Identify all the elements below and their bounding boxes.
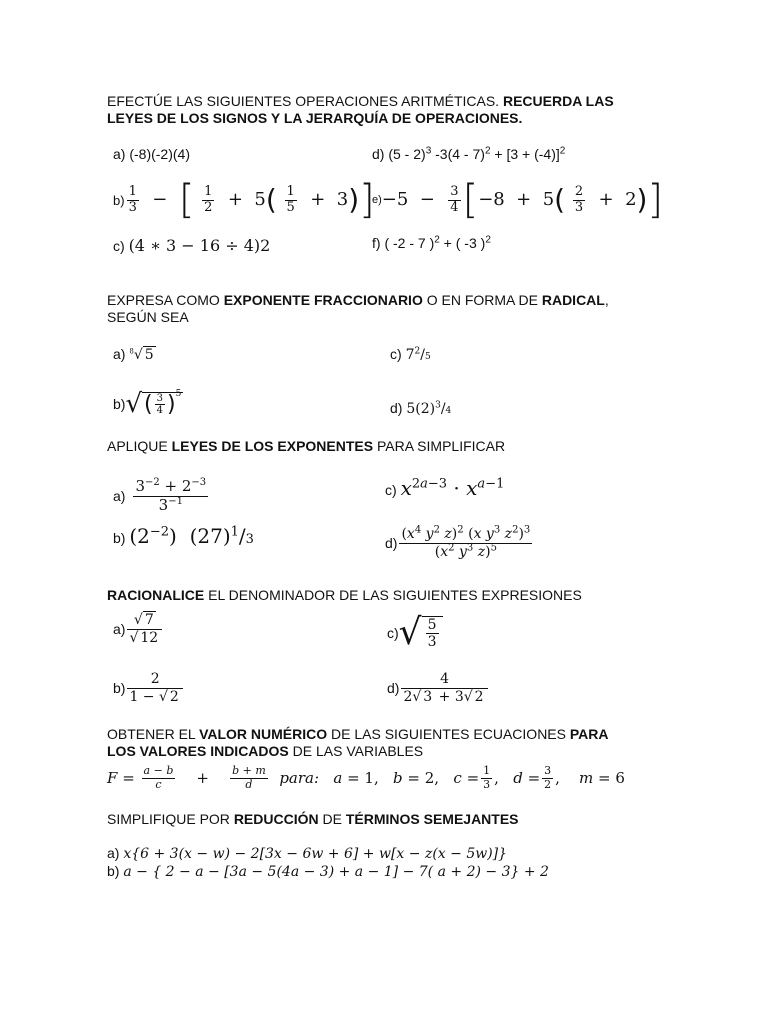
exercise-6a-label: a) — [107, 845, 120, 861]
exercise-1f-expr: ( -2 - 7 )$^2$ + ( -3 )$^2$ — [384, 234, 491, 251]
exercise-3b-expr: $(2^{-2})$ $(27)^1/3$ — [129, 524, 254, 548]
exercise-4d-expr: $\frac{4}{2√ 3 + 3√ 2}$ — [399, 671, 489, 704]
section6-heading — [107, 811, 519, 827]
exercise-4a-label: a) — [113, 621, 126, 637]
exercise-4a-expr: $\frac{√ 7}{√ 12}$ — [125, 612, 164, 645]
exercise-2b — [113, 384, 183, 424]
exercise-1a: a) (-8)(-2)(4) — [113, 146, 190, 162]
exercise-3c-expr: $x^{2a-3} \cdot x^{a-1}$ — [400, 476, 505, 500]
section2-heading — [107, 292, 609, 326]
section3-heading-bold: LEYES DE LOS EXPONENTES — [171, 438, 374, 454]
section6-heading-bold-2: TÉRMINOS SEMEJANTES — [345, 811, 519, 827]
exercise-1f — [372, 235, 491, 251]
exercise-3c-label: c) — [385, 482, 397, 498]
exercise-3b-label: b) — [113, 530, 126, 546]
exercise-6a — [107, 845, 507, 862]
section1-heading-bold-line2: LEYES DE LOS SIGNOS Y LA JERARQUÍA DE OPERACIONES. — [107, 110, 523, 126]
section2-heading-text-2: O EN FORMA DE — [426, 292, 538, 308]
exercise-3d — [385, 518, 534, 568]
exercise-6a-expr: x{6 + 3(x − w) − 2[3x − 6w + 6] + w[x − z(x − 5w)]} — [123, 846, 508, 862]
section5-heading-text-2: DE LAS SIGUIENTES ECUACIONES — [331, 726, 566, 742]
exercise-6b-expr: a − { 2 − a − [3a − 5(4a − 3) + a − 1] − 7( a + 2) − 3} + 2 — [123, 864, 549, 880]
section1-heading — [107, 93, 614, 127]
exercise-2a — [113, 346, 156, 363]
section4-heading — [107, 587, 582, 603]
exercise-3d-expr: $\frac{(x^4 y^2 z)^2 (x y^3 z^2)^3}{(x^2 y^3 z)^5}$ — [401, 524, 531, 560]
exercise-1b — [113, 178, 375, 222]
exercise-2d — [390, 400, 451, 417]
exercise-4a — [113, 606, 164, 652]
formula-F: F = $\frac{a - b}{c}$ + $\frac{b + m}{d}$ para: a = 1, b = 2, c = $\frac{1}{3}$ , d = $\frac{3}{2}$ , m = 6 — [107, 763, 625, 791]
exercise-4b-label: b) — [113, 680, 126, 696]
exercise-1b-label: b) — [113, 192, 125, 208]
section2-heading-bold-2: RADICAL — [541, 292, 605, 308]
exercise-4b-expr: $\frac{2}{1 - √ 2}$ — [125, 671, 184, 704]
exercise-3c — [385, 476, 504, 500]
exercise-4c — [387, 606, 443, 660]
exercise-1f-label: f) — [372, 235, 381, 251]
section4-heading-text: EL DENOMINADOR DE LAS SIGUIENTES EXPRESIONES — [208, 587, 582, 603]
section6-heading-text: SIMPLIFIQUE POR — [107, 811, 230, 827]
exercise-1e-label: e) — [372, 194, 382, 206]
exercise-6b-label: b) — [107, 863, 120, 879]
exercise-2b-label: b) — [113, 396, 126, 412]
section2-heading-text: EXPRESA COMO — [107, 292, 220, 308]
section1-heading-bold: RECUERDA LAS — [502, 93, 614, 109]
exercise-3b — [113, 524, 254, 548]
exercise-2c-label: c) — [390, 346, 402, 362]
exercise-2c — [390, 346, 431, 363]
section5-heading-text: OBTENER EL — [107, 726, 196, 742]
exercise-1d — [372, 146, 565, 162]
section6-heading-bold: REDUCCIÓN — [233, 811, 319, 827]
exercise-1c-label: c) — [113, 238, 125, 254]
exercise-4c-expr: √ $\frac{5}{3}$ — [399, 615, 443, 651]
exercise-6b — [107, 863, 549, 880]
exercise-1c-expr: (4 ∗ 3 − 16 ÷ 4)2 — [128, 236, 271, 255]
section5-heading-bold-3: LOS VALORES INDICADOS — [107, 743, 289, 759]
exercise-4c-label: c) — [387, 625, 399, 641]
exercise-1d-label: d) — [372, 146, 385, 162]
section2-heading-comma: , — [604, 292, 609, 308]
section5-heading-bold: VALOR NUMÉRICO — [199, 726, 328, 742]
exercise-4d — [387, 666, 490, 710]
exercise-3a-label: a) — [113, 488, 126, 504]
exercise-2a-expr: $^8$√ 5 — [129, 347, 154, 363]
section5-heading — [107, 726, 609, 760]
exercise-2d-label: d) — [390, 400, 403, 416]
section5-heading-bold-2: PARA — [569, 726, 609, 742]
section2-heading-line2: SEGÚN SEA — [107, 309, 189, 325]
exercise-1d-expr: (5 - 2)$^3$ $-3(4 - 7)^2 + [3 + (-4)]^2$ — [388, 145, 566, 162]
section3-heading-text-2: PARA SIMPLIFICAR — [376, 438, 506, 454]
exercise-4b — [113, 666, 185, 710]
exercise-4d-label: d) — [387, 680, 400, 696]
exercise-2b-expr: √ ( $\frac{3}{4}$ ) $^5$ — [125, 389, 182, 419]
section5-heading-text-3: DE LAS VARIABLES — [292, 743, 424, 759]
exercise-3a — [113, 474, 210, 518]
section4-heading-bold: RACIONALICE — [107, 587, 205, 603]
section2-heading-bold: EXPONENTE FRACCIONARIO — [223, 292, 423, 308]
section6-heading-text-2: DE — [322, 811, 342, 827]
exercise-3a-expr: $\frac{3^{-2} + 2^{-3}}{3^{-1}}$ — [135, 477, 207, 514]
exercise-1b-expr: $\frac{1}{3}$ − [ $\frac{1}{2}$ + 5( $\frac{1}{5}$ + 3)] — [128, 177, 375, 223]
exercise-2d-expr: $5(2)^3/4$ — [406, 400, 452, 417]
exercise-2a-label: a) — [113, 346, 126, 362]
exercise-2c-expr: $7^2/5$ — [405, 346, 431, 363]
exercise-1e — [372, 178, 663, 222]
exercise-1c — [113, 236, 270, 255]
formula-para: para: — [279, 769, 320, 787]
exercise-3d-label: d) — [385, 535, 398, 551]
exercise-1e-expr: −5 − $\frac{3}{4}$ [−8 + 5( $\frac{2}{3}$ + 2)] — [381, 177, 664, 223]
section1-heading-text: EFECTÚE LAS SIGUIENTES OPERACIONES ARITMÉTICAS. — [107, 93, 500, 109]
section3-heading-text: APLIQUE — [107, 438, 168, 454]
section3-heading — [107, 438, 505, 454]
